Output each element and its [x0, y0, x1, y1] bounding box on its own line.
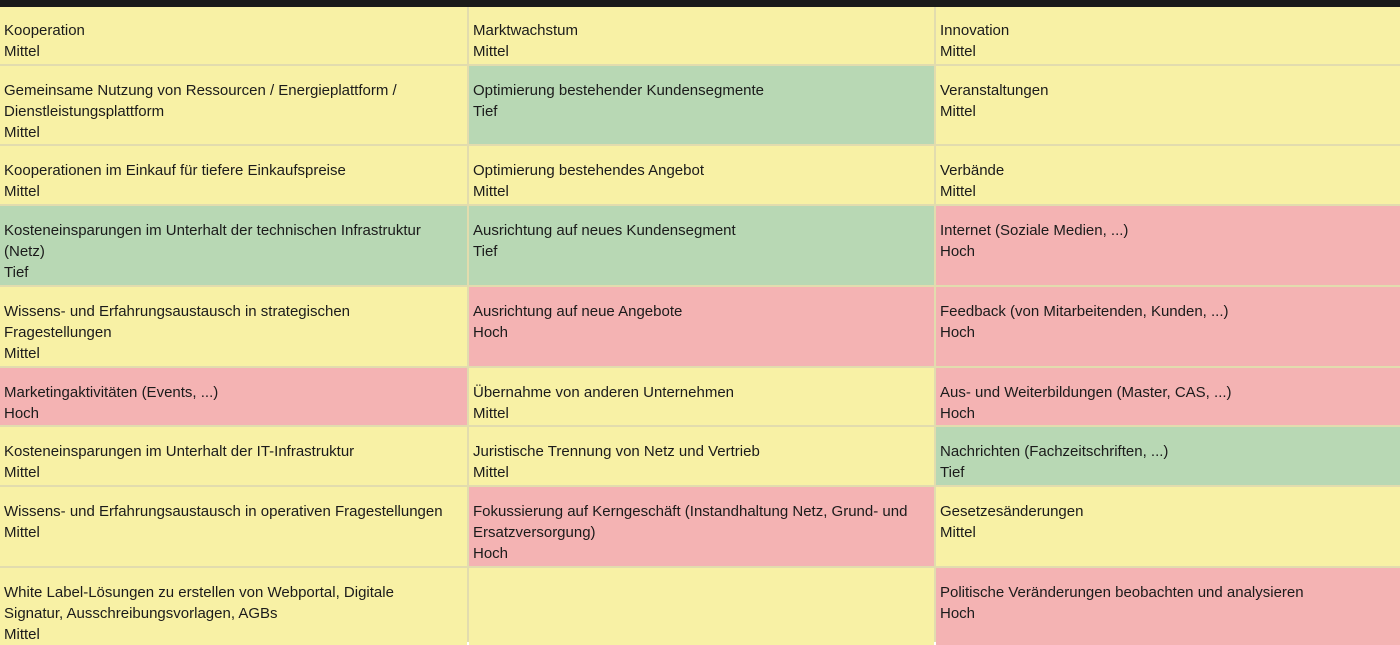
cell-text: Kooperationen im Einkauf für tiefere Einkaufspreise — [4, 162, 346, 179]
table-cell — [469, 206, 934, 285]
cell-text: Kosteneinsparungen im Unterhalt der technischen Infrastruktur (Netz) — [4, 222, 421, 260]
cell-text: Nachrichten (Fachzeitschriften, ...) — [940, 443, 1169, 460]
cell-text: Fokussierung auf Kerngeschäft (Instandhaltung Netz, Grund- und Ersatzversorgung) — [473, 503, 908, 541]
cell-level: Mittel — [4, 464, 40, 481]
cell-text: Optimierung bestehendes Angebot — [473, 162, 704, 179]
table-cell — [936, 66, 1400, 144]
table-cell — [936, 287, 1400, 366]
cell-text: White Label-Lösungen zu erstellen von Webportal, Digitale Signatur, Ausschreibungsvorlagen, AGBs — [4, 584, 394, 622]
cell-level: Mittel — [4, 124, 40, 141]
cell-level: Hoch — [940, 324, 976, 341]
cell-text: Marketingaktivitäten (Events, ...) — [4, 384, 219, 401]
cell-text: Übernahme von anderen Unternehmen — [473, 384, 734, 401]
cell-text: Ausrichtung auf neues Kundensegment — [473, 222, 736, 239]
table-cell — [469, 368, 934, 425]
table-cell — [0, 206, 467, 285]
column-title: Innovation — [940, 22, 1010, 39]
cell-level: Mittel — [473, 464, 509, 481]
table-cell — [469, 568, 934, 645]
cell-level: Mittel — [940, 103, 976, 120]
cell-level: Mittel — [940, 524, 976, 541]
cell-level: Mittel — [940, 183, 976, 200]
table-cell — [936, 368, 1400, 425]
column-level: Mittel — [4, 43, 40, 60]
column-level: Mittel — [473, 43, 509, 60]
cell-level: Hoch — [940, 243, 976, 260]
cell-level: Mittel — [4, 524, 40, 541]
table-cell — [469, 146, 934, 204]
column-title: Marktwachstum — [473, 22, 579, 39]
table-cell — [0, 568, 467, 645]
table-cell — [469, 287, 934, 366]
cell-text: Gesetzesänderungen — [940, 503, 1084, 520]
table-cell — [0, 287, 467, 366]
table-cell — [936, 146, 1400, 204]
cell-text: Ausrichtung auf neue Angebote — [473, 303, 683, 320]
cell-text: Juristische Trennung von Netz und Vertrieb — [473, 443, 760, 460]
cell-text: Wissens- und Erfahrungsaustausch in strategischen Fragestellungen — [4, 303, 351, 341]
cell-level: Hoch — [4, 405, 40, 422]
cell-level: Hoch — [473, 324, 509, 341]
table-cell — [936, 568, 1400, 645]
cell-text: Verbände — [940, 162, 1005, 179]
cell-text: Aus- und Weiterbildungen (Master, CAS, ...) — [940, 384, 1232, 401]
cell-level: Hoch — [940, 405, 976, 422]
header-kooperation — [0, 7, 467, 64]
cell-level: Tief — [473, 243, 498, 260]
cell-text: Feedback (von Mitarbeitenden, Kunden, ...) — [940, 303, 1229, 320]
cell-level: Tief — [473, 103, 498, 120]
table-cell — [0, 487, 467, 566]
cell-text: Wissens- und Erfahrungsaustausch in operativen Fragestellungen — [4, 503, 443, 520]
table-cell — [0, 427, 467, 485]
table-cell — [0, 66, 467, 144]
table-cell — [469, 427, 934, 485]
header-marktwachstum — [469, 7, 934, 64]
table-cell — [936, 427, 1400, 485]
cell-text: Optimierung bestehender Kundensegmente — [473, 82, 765, 99]
table-cell — [0, 146, 467, 204]
cell-level: Mittel — [4, 345, 40, 362]
cell-text: Veranstaltungen — [940, 82, 1049, 99]
cell-level: Hoch — [473, 545, 509, 562]
table-cell — [0, 368, 467, 425]
cell-text: Kosteneinsparungen im Unterhalt der IT-Infrastruktur — [4, 443, 355, 460]
cell-level: Mittel — [4, 183, 40, 200]
header-innovation — [936, 7, 1400, 64]
cell-level: Mittel — [4, 626, 40, 643]
cell-level: Mittel — [473, 405, 509, 422]
cell-level: Hoch — [940, 605, 976, 622]
table-cell — [936, 206, 1400, 285]
cell-text: Politische Veränderungen beobachten und analysieren — [940, 584, 1304, 601]
cell-text: Internet (Soziale Medien, ...) — [940, 222, 1129, 239]
cell-level: Mittel — [473, 183, 509, 200]
cell-text: Gemeinsame Nutzung von Ressourcen / Energieplattform / Dienstleistungsplattform — [4, 82, 397, 120]
table-cell — [936, 487, 1400, 566]
cell-level: Tief — [4, 264, 29, 281]
table-cell — [469, 66, 934, 144]
column-title: Kooperation — [4, 22, 85, 39]
cell-level: Tief — [940, 464, 965, 481]
column-level: Mittel — [940, 43, 976, 60]
table-cell — [469, 487, 934, 566]
